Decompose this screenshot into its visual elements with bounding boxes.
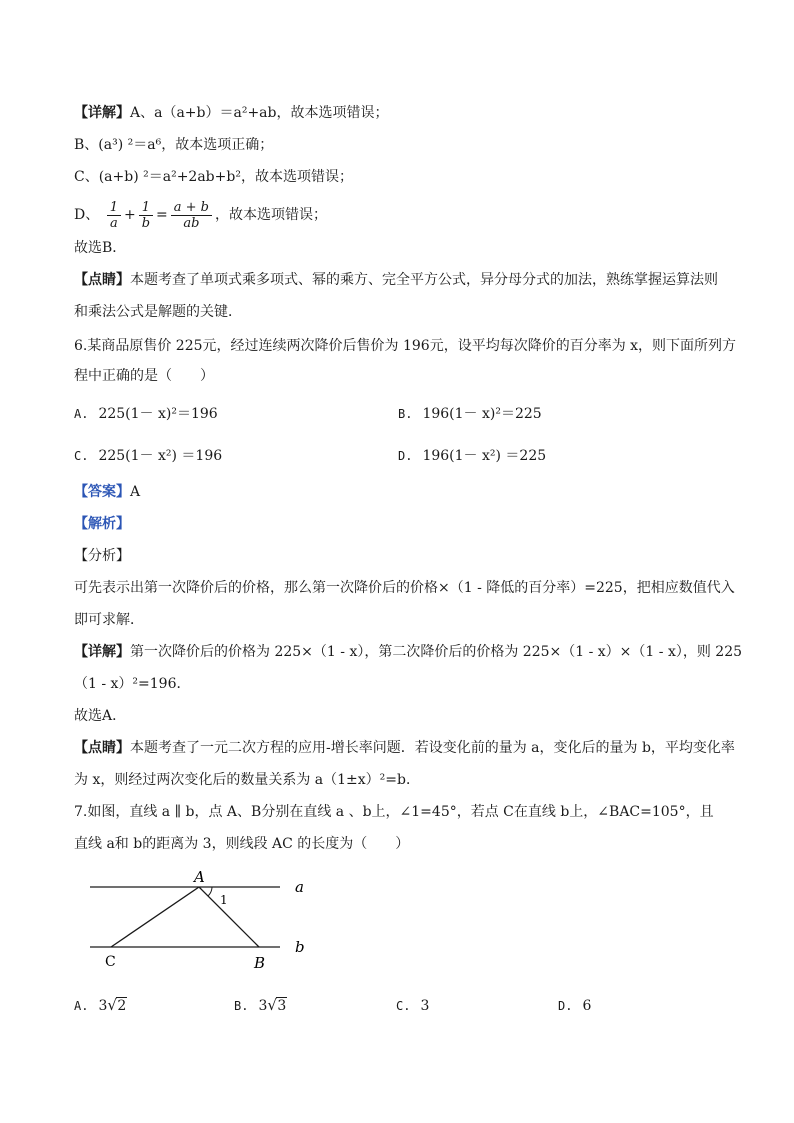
q6-answer — [74, 482, 140, 502]
q6-option-c[interactable]: C. 225(1－ x²) ＝196 — [74, 448, 223, 464]
q5-comment-line2: 和乘法公式是解题的关键． — [74, 304, 242, 320]
label-point-c: C — [105, 954, 116, 970]
q5-comment-line1 — [74, 270, 718, 290]
detail-d-suffix: ，故本选项错误； — [215, 207, 327, 223]
q6-fenxi-line2: 即可求解． — [74, 612, 144, 628]
segment-ac — [111, 887, 199, 947]
comment-tag: 【点睛】 — [74, 272, 130, 288]
label-line-a: a — [295, 878, 304, 896]
detail-tag: 【详解】 — [74, 105, 130, 121]
q6-choose: 故选A． — [74, 708, 127, 724]
q6-comment-line2: 为 x，则经过两次变化后的数量关系为 a（1±x）²=b． — [74, 772, 420, 788]
q7-option-d[interactable]: D. 6 — [558, 998, 592, 1014]
q7-option-c[interactable]: C. 3 — [396, 998, 430, 1014]
q6-option-d[interactable]: D. 196(1－ x²) ＝225 — [398, 448, 547, 464]
q7-geometry-figure — [84, 868, 324, 978]
q7-option-b[interactable]: B. 3 √ 3 — [234, 996, 287, 1014]
fraction-1-over-a: $\frac{1}{a}$ — [107, 200, 121, 231]
sqrt-symbol: √ 3 — [267, 996, 287, 1014]
q7-stem-line2: 直线 a和 b的距离为 3，则线段 AC 的长度为（ ） — [74, 836, 410, 852]
label-angle-1: 1 — [220, 893, 228, 907]
q5-detail-line-a — [74, 103, 389, 123]
q6-stem-line1: 6.某商品原售价 225元，经过连续两次降价后售价为 196元，设平均每次降价的百分率为 x，则下面所列方 — [74, 338, 737, 354]
label-point-a: A — [194, 868, 205, 886]
angle-1-arc — [208, 887, 212, 896]
comment-text-1: 本题考查了单项式乘多项式、幂的乘方、完全平方公式，异分母分式的加法，熟练掌握运算法则 — [130, 272, 718, 288]
q5-detail-line-b: B、(a³) ²＝a⁶，故本选项正确； — [74, 137, 274, 153]
q6-fenxi-tag: 【分析】 — [74, 548, 130, 564]
label-line-b: b — [295, 938, 305, 956]
q6-detail-line2: （1 - x）²=196． — [74, 676, 191, 692]
q6-stem-line2: 程中正确的是（ ） — [74, 368, 214, 384]
q7-option-a[interactable]: A. 3 √ 2 — [74, 996, 127, 1014]
sqrt-symbol: √ 2 — [107, 996, 127, 1014]
q6-comment-line1: 【点睛】本题考查了一元二次方程的应用-增长率问题．若设变化前的量为 a，变化后的量为 b，平均变化率 — [74, 740, 735, 756]
q6-analysis-tag: 【解析】 — [74, 516, 130, 532]
detail-a-text: A、a（a+b）＝a²+ab，故本选项错误； — [130, 105, 389, 121]
q6-fenxi-line1: 可先表示出第一次降价后的价格，那么第一次降价后的价格×（1 - 降低的百分率）=225，把相应数值代入 — [74, 580, 735, 596]
q7-stem-line1: 7.如图，直线 a ∥ b，点 A、B分别在直线 a 、b上，∠1=45°，若点 C在直线 b上，∠BAC=105°，且 — [74, 804, 714, 820]
answer-value: A — [130, 484, 141, 500]
q6-detail-line1: 【详解】第一次降价后的价格为 225×（1 - x），第二次降价后的价格为 225×（1 - x）×（1 - x），则 225 — [74, 644, 743, 660]
label-point-b: B — [254, 954, 266, 972]
q5-choose: 故选B． — [74, 240, 127, 256]
q6-option-b[interactable]: B. 196(1－ x)²＝225 — [398, 406, 542, 422]
detail-d-prefix: D、 — [74, 207, 100, 223]
q5-detail-line-d: D、 $\frac{1}{a}$ + $\frac{1}{b}$ = $\frac{a + b}{ab}$ ，故本选项错误； — [74, 199, 327, 231]
answer-tag: 【答案】 — [74, 484, 130, 500]
fraction-sum: $\frac{a + b}{ab}$ — [171, 200, 212, 231]
q6-option-a[interactable]: A. 225(1－ x)²＝196 — [74, 406, 218, 422]
fraction-1-over-b: $\frac{1}{b}$ — [139, 200, 153, 231]
q5-detail-line-c: C、(a+b) ²＝a²+2ab+b²，故本选项错误； — [74, 169, 353, 185]
